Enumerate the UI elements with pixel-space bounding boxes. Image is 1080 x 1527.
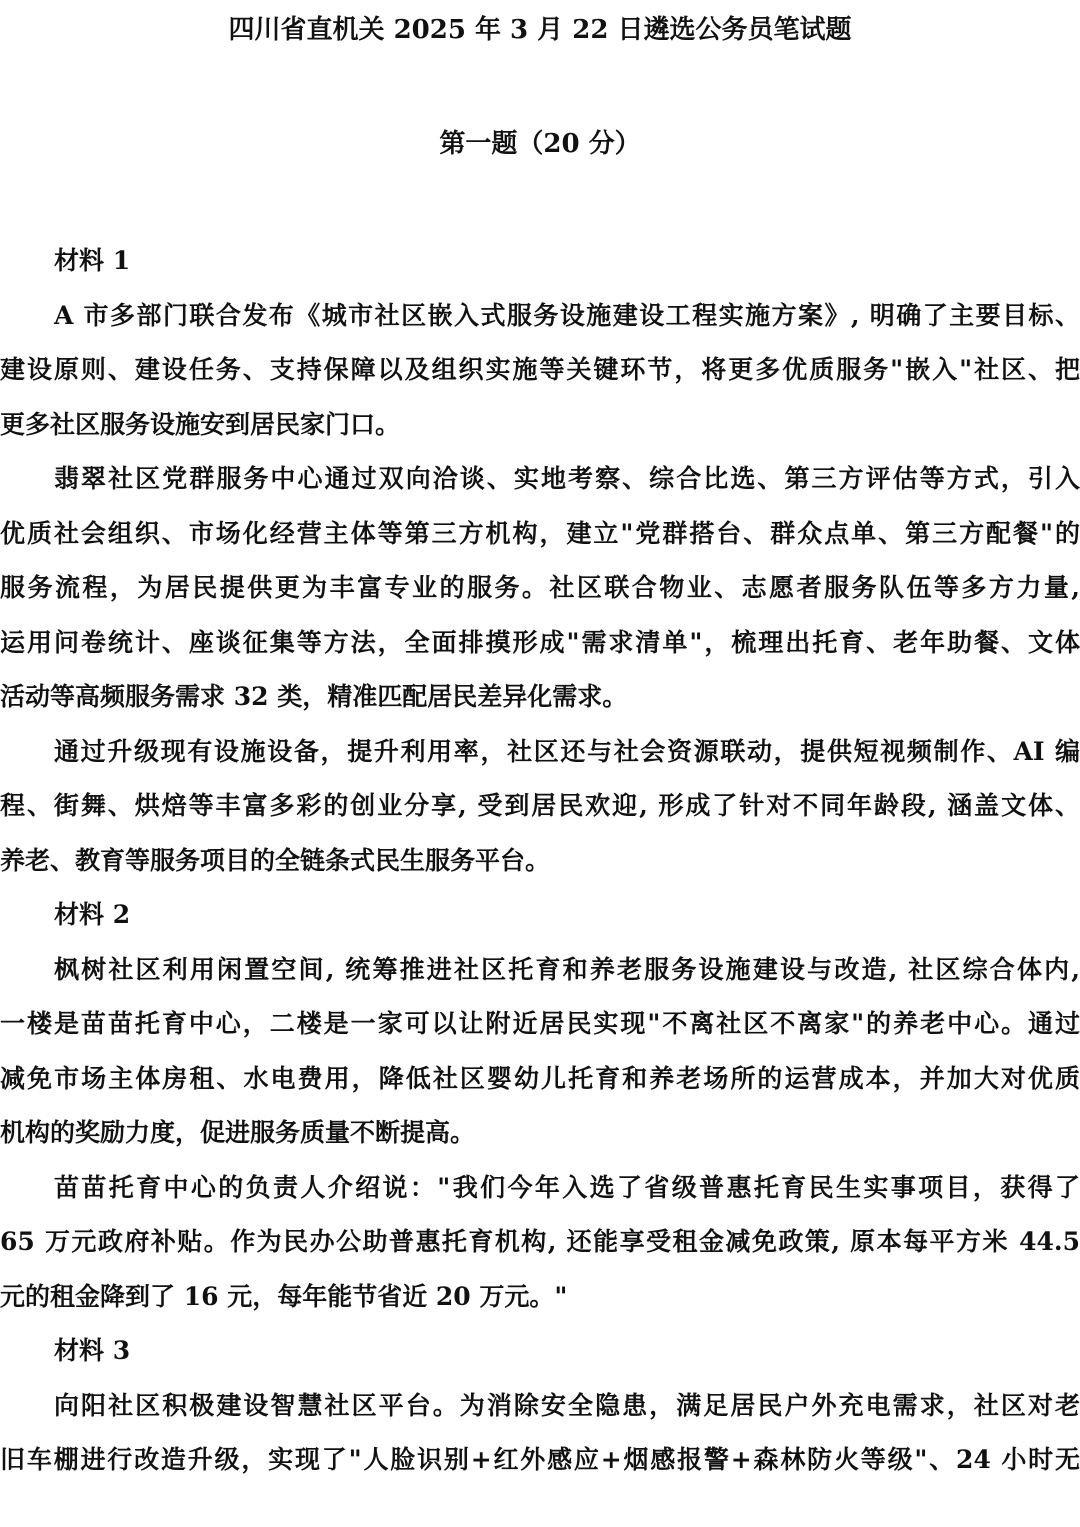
paragraph-line: A 市多部门联合发布《城市社区嵌入式服务设施建设工程实施方案》, 明确了主要目标、	[54, 300, 1080, 330]
paragraph-line: 枫树社区利用闲置空间, 统筹推进社区托育和养老服务设施建设与改造, 社区综合体内,	[54, 954, 1080, 984]
material-heading: 材料 3	[54, 1336, 131, 1365]
document-body	[0, 234, 1080, 1488]
paragraph-line: 活动等高频服务需求 32 类，精准匹配居民差异化需求。	[0, 682, 628, 711]
paragraph-line: 运用问卷统计、座谈征集等方法，全面排摸形成"需求清单"，梳理出托育、老年助餐、文体	[0, 627, 1080, 657]
paragraph-line: 优质社会组织、市场化经营主体等第三方机构，建立"党群搭台、群众点单、第三方配餐"的	[0, 518, 1080, 548]
material-heading: 材料 2	[54, 900, 131, 929]
document-title: 四川省直机关 2025 年 3 月 22 日遴选公务员笔试题	[228, 15, 852, 45]
paragraph-line: 一楼是苗苗托育中心，二楼是一家可以让附近居民实现"不离社区不离家"的养老中心。通过	[0, 1009, 1080, 1038]
paragraph-line: 减免市场主体房租、水电费用，降低社区婴幼儿托育和养老场所的运营成本，并加大对优质	[0, 1063, 1080, 1093]
paragraph-line: 建设原则、建设任务、支持保障以及组织实施等关键环节，将更多优质服务"嵌入"社区、把	[0, 355, 1080, 384]
paragraph-line: 元的租金降到了 16 元，每年能节省近 20 万元。"	[0, 1281, 568, 1311]
paragraph-line: 养老、教育等服务项目的全链条式民生服务平台。	[0, 845, 551, 875]
paragraph-line: 向阳社区积极建设智慧社区平台。为消除安全隐患，满足居民户外充电需求，社区对老	[54, 1390, 1080, 1420]
material-heading: 材料 1	[54, 246, 131, 275]
paragraph-line: 翡翠社区党群服务中心通过双向洽谈、实地考察、综合比选、第三方评估等方式，引入	[54, 464, 1080, 493]
paragraph-line: 程、街舞、烘焙等丰富多彩的创业分享, 受到居民欢迎, 形成了针对不同年龄段, 涵盖文体、	[0, 791, 1080, 820]
paragraph-line: 旧车棚进行改造升级，实现了"人脸识别+红外感应+烟感报警+森林防火等级"、24 小时无	[0, 1445, 1080, 1474]
paragraph-line: 通过升级现有设施设备，提升利用率，社区还与社会资源联动，提供短视频制作、AI 编	[54, 736, 1080, 766]
paragraph-line: 机构的奖励力度，促进服务质量不断提高。	[0, 1118, 476, 1147]
paragraph-line: 65 万元政府补贴。作为民办公助普惠托育机构, 还能享受租金减免政策, 原本每平方米 44.5	[0, 1227, 1080, 1256]
question-heading: 第一题（20 分）	[439, 129, 641, 159]
paragraph-line: 更多社区服务设施安到居民家门口。	[0, 409, 401, 439]
paragraph-line: 苗苗托育中心的负责人介绍说："我们今年入选了省级普惠托育民生实事项目，获得了	[54, 1172, 1080, 1202]
paragraph-line: 服务流程，为居民提供更为丰富专业的服务。社区联合物业、志愿者服务队伍等多方力量,	[0, 573, 1080, 602]
